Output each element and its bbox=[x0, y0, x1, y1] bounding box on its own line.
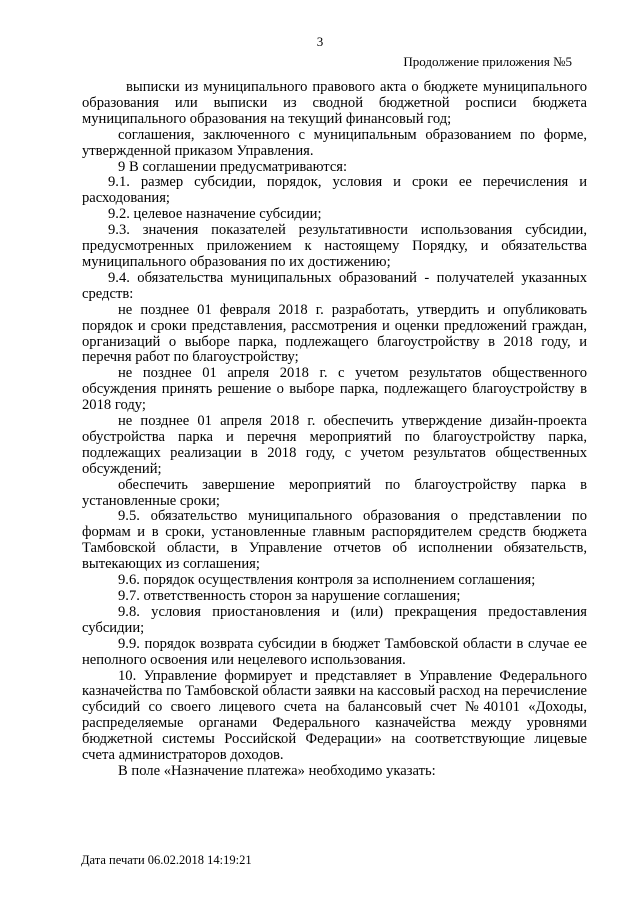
paragraph-9-9: 9.9. порядок возврата субсидии в бюджет Тамбовской области в случае ее неполного освоения или нецелевого использования. bbox=[82, 635, 587, 668]
paragraph-9-5: 9.5. обязательство муниципального образования о представлении по формам и в сроки, установленные главным распорядителем средств бюджета Тамбовской области, в Управление отчетов об исполнении обязательств, вытекающих из соглашения; bbox=[82, 508, 587, 573]
paragraph-9-2: 9.2. целевое назначение субсидии; bbox=[108, 206, 322, 223]
paragraph-payment-purpose: В поле «Назначение платежа» необходимо указать: bbox=[118, 762, 436, 779]
paragraph-obligation-1: не позднее 01 февраля 2018 г. разработать, утвердить и опубликовать порядок и сроки представления, рассмотрения и оценки предложений граждан, организаций о выборе парка, подлежащего благоустройству в 2018 году, и перечня работ по благоустройству; bbox=[82, 301, 587, 366]
paragraph-obligation-4: обеспечить завершение мероприятий по благоустройству парка в установленные сроки; bbox=[82, 476, 587, 509]
paragraph-extract: выписки из муниципального правового акта о бюджете муниципального образования или выписки из сводной бюджетной росписи бюджета муниципального образования на текущий финансовый год; bbox=[82, 79, 587, 127]
paragraph-9-4: 9.4. обязательства муниципальных образований - получателей указанных средств: bbox=[82, 269, 587, 302]
paragraph-9: 9 В соглашении предусматриваются: bbox=[118, 158, 348, 175]
paragraph-9-6: 9.6. порядок осуществления контроля за исполнением соглашения; bbox=[118, 572, 536, 589]
paragraph-obligation-3: не позднее 01 апреля 2018 г. обеспечить утверждение дизайн-проекта обустройства парка и перечня мероприятий по благоустройству парка, подлежащих реализации в 2018 году, с учетом результатов общественных обсуждений; bbox=[82, 413, 587, 477]
paragraph-9-1: 9.1. размер субсидии, порядок, условия и сроки ее перечисления и расходования; bbox=[82, 174, 587, 207]
paragraph-9-8: 9.8. условия приостановления и (или) прекращения предоставления субсидии; bbox=[82, 603, 587, 636]
print-date-footer: Дата печати 06.02.2018 14:19:21 bbox=[81, 853, 252, 867]
paragraph-10: 10. Управление формирует и представляет в Управление Федерального казначейства по Тамбовской области заявки на кассовый расход на перечисление субсидий со своего лицевого счета на балансовый счет №40101 «Доходы, распределяемые органами Федерального казначейства между уровнями бюджетной системы Российской Федерации» на соответствующие лицевые счета администраторов доходов. bbox=[82, 667, 587, 764]
appendix-header: Продолжение приложения №5 bbox=[403, 54, 572, 69]
paragraph-9-7: 9.7. ответственность сторон за нарушение соглашения; bbox=[118, 588, 461, 604]
document-body bbox=[82, 80, 587, 780]
paragraph-obligation-2: не позднее 01 апреля 2018 г. с учетом результатов общественного обсуждения принять решение о выборе парка, подлежащего благоустройству в 2018 году; bbox=[82, 365, 587, 414]
page-number: 3 bbox=[316, 34, 324, 49]
paragraph-agreement: соглашения, заключенного с муниципальным образованием по форме, утвержденной приказом Управления. bbox=[82, 126, 587, 159]
paragraph-9-3: 9.3. значения показателей результативности использования субсидии, предусмотренных приложением к настоящему Порядку, и обязательства муниципального образования по их достижению; bbox=[82, 222, 587, 270]
